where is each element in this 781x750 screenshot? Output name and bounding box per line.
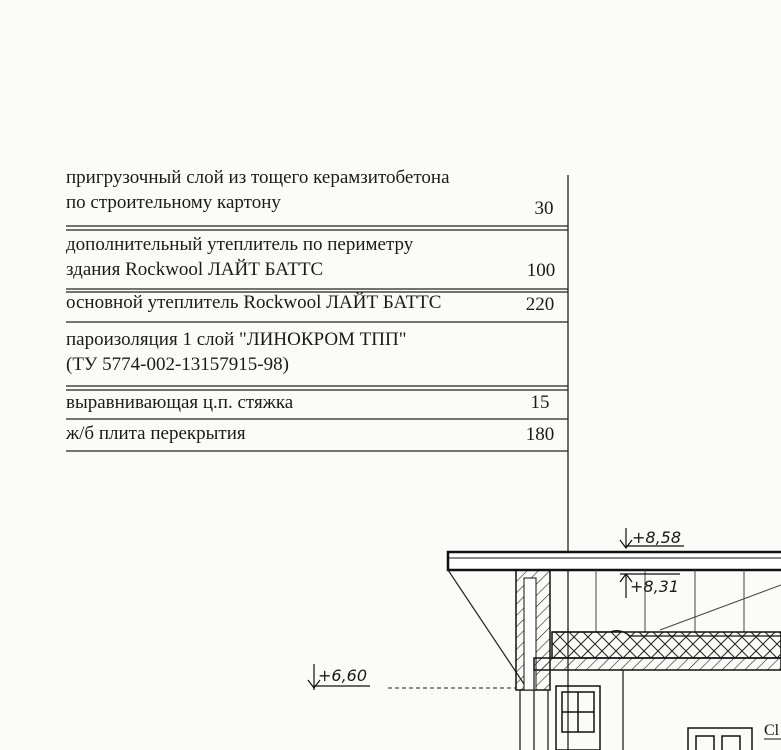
layer-1-thickness: 30 <box>534 198 554 219</box>
elevation-label-1: +8,58 <box>632 528 682 547</box>
elevation-label-3: +6,60 <box>318 666 368 685</box>
layer-1-text: пригрузочный слой из тощего керамзитобетона по строительному картону <box>66 167 450 213</box>
layer-4-text: пароизоляция 1 слой "ЛИНОКРОМ ТПП" (ТУ 5774-002-13157915-98) <box>66 329 407 375</box>
elevation-marker-2 <box>620 574 680 598</box>
layer-6-thickness: 180 <box>525 424 555 445</box>
layer-5-thickness: 15 <box>530 392 550 413</box>
layer-6-text: ж/б плита перекрытия <box>66 423 246 444</box>
elevation-marker-1 <box>620 528 684 548</box>
edge-label: Сl <box>764 722 780 739</box>
door-frame <box>688 728 752 750</box>
attic-studs <box>596 570 781 632</box>
layer-3-text: основной утеплитель Rockwool ЛАЙТ БАТТС <box>66 292 442 313</box>
elevation-label-2: +8,31 <box>630 577 680 596</box>
layer-2-thickness: 100 <box>526 260 556 281</box>
elevation-marker-3 <box>308 664 370 690</box>
layer-5-text: выравнивающая ц.п. стяжка <box>66 392 294 413</box>
layer-2-text: дополнительный утеплитель по периметру здания Rockwool ЛАЙТ БАТТС <box>66 234 414 280</box>
layer-3-thickness: 220 <box>525 294 555 315</box>
insulation-layers <box>534 631 781 670</box>
window <box>556 686 600 750</box>
